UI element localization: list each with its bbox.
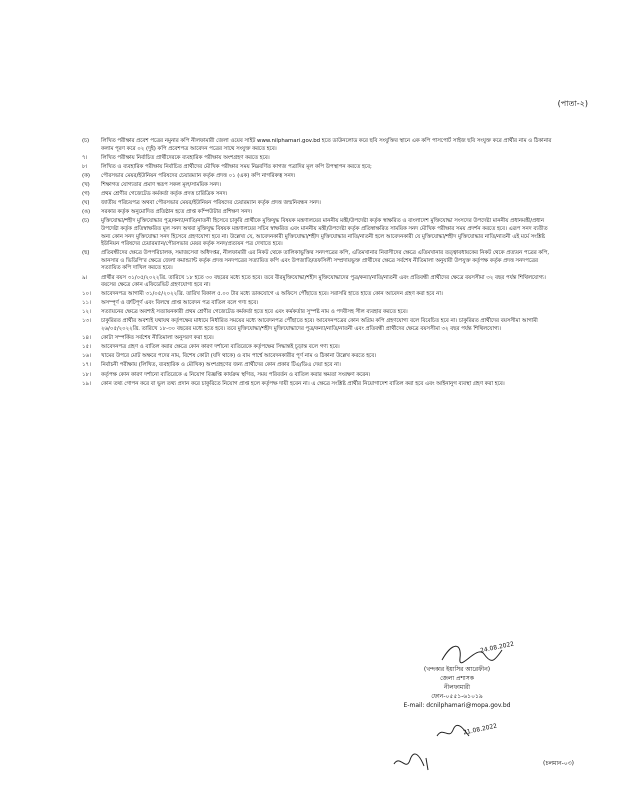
signature-block	[392, 665, 522, 710]
clause-text: আবেদনপত্র আগামী ৩১/০৫/২০২২খ্রি. তারিখ বিকাল ৫.০০ টার মধ্যে ডাকযোগে এ অফিসে পৌঁছাতে হবে। সরাসরি হাতে হাতে কোন আবেদন গ্রহণ করা হবে না।	[101, 291, 443, 298]
clause-item	[82, 353, 552, 361]
clause-number: (চ)	[82, 138, 90, 144]
clause-number: ১২।	[82, 309, 91, 316]
document-body	[82, 138, 552, 390]
clause-item	[82, 335, 552, 343]
clause-item	[82, 200, 552, 208]
clause-text: অসম্পূর্ণ ও ত্রুটিপূর্ণ এবং বিলম্বে প্রাপ্ত আবেদন পত্র বাতিল বলে গণ্য হবে।	[101, 300, 259, 307]
clause-text: প্রার্থীর বয়স ৩১/০৫/২০২২খ্রি. তারিখে ১৮ হতে ৩০ বছরের মধ্যে হতে হবে। তবে বীরমুক্তিযোদ্ধা/শহীদ মুক্তিযোদ্ধাদের পুত্র/কন্যা/নাতি/নাতনী এবং প্রতিবন্ধী প্রার্থীদের ক্ষেত্রে বয়সসীমা ৩২ বছর পর্যন্ত শিথিলযোগ্য। বয়সের ক্ষেত্রে কোন এফিডেভিট গ্রহণযোগ্য হবে না।	[101, 274, 546, 289]
signatory-place: নীলফামারী	[444, 684, 470, 691]
signatory-phone: ফোন-০৫৫১-৬১০১৯	[431, 693, 483, 700]
clause-number: ১০।	[82, 291, 91, 298]
clause-item	[82, 275, 552, 290]
clause-number: ৯।	[82, 274, 88, 281]
clause-item	[82, 209, 552, 217]
clause-text: লিখিত পরীক্ষার প্রবেশ পত্রের নমুনার কপি নীলফামারী জেলা ওয়েব সাইট www.nilphamari.gov.bd হতে ডাউনলোড করে ছবি সংযুক্তির স্থানে এক কপি পাসপোর্ট সাইজ ছবি সংযুক্ত করে প্রার্থীর নাম ও ঠিকানার কলাম পূরণ করে ০২ (দুই) কপি প্রবেশপত্র আবেদন পত্রের সাথে সংযুক্ত করতে হবে।	[101, 138, 552, 152]
clause-number: ১৩।	[82, 318, 91, 325]
clause-text: সত্যায়নের ক্ষেত্রে অবশ্যই সত্যায়নকারী প্রথম শ্রেণীর গেজেটেড কর্মকর্তা হতে হবে এবং কর্মকর্তার সুস্পষ্ট নাম ও পদবীসহ সীল ব্যবহার করতে হবে।	[101, 309, 408, 316]
continued-label: (চলমান-০৩)	[542, 760, 574, 767]
clause-number: ১১।	[82, 300, 91, 307]
clause-text: প্রতিবন্ধীদের ক্ষেত্রে উপপরিচালক, সমাজসেবা অধিদপ্তর, নীলফামারী এর নিকট থেকে তালিকাভুক্তির সনদপত্রের কপি, এতিমখানার নিবাসীদের ক্ষেত্রে এতিমখানার তত্ত্বাবধায়কের নিকট থেকে প্রত্যয়ন পত্রের কপি, আনসার ও ভিডিপি'র ক্ষেত্রে জেলা কমান্ড্যান্ট কর্তৃক প্রদত্ত সনদপত্রের সত্যায়িত কপি এবং উপজাতি/তফসিলী সম্প্রদায়ভুক্ত প্রার্থীদের ক্ষেত্রে সর্বশেষ নীতিমালা অনুযায়ী উপযুক্ত কর্তৃপক্ষ কর্তৃক প্রদত্ত সনদপত্রের সত্যায়িত কপি দাখিল করতে হবে।	[101, 250, 550, 272]
initial-date: 21.08.2022	[462, 722, 498, 737]
clause-text: আবেদনপত্র গ্রহণ ও বাতিল করার ক্ষেত্রে কোন কারণ দর্শানো ব্যতিরেকে কর্তৃপক্ষের সিদ্ধান্তই চূড়ান্ত বলে গণ্য হবে।	[101, 344, 340, 351]
clause-number: (ক)	[82, 172, 90, 179]
signature-date: 24.08.2022	[479, 640, 515, 655]
clause-item	[82, 173, 552, 181]
clause-text: কোটা সম্পর্কিত সর্বশেষ নীতিমালা অনুসরণ করা হবে।	[101, 335, 214, 342]
signatory-name: (খন্দকার ইয়াসির আরেফীন)	[423, 666, 491, 673]
clause-text: লিখিত ও ব্যবহারিক পরীক্ষায় নির্বাচিত প্রার্থীদের মৌখিক পরীক্ষার সময় নিম্নবর্ণিত কাগজ পত্রাদির মূল কপি উপস্থাপন করতে হবে;	[101, 163, 372, 170]
clause-number: (ছ)	[82, 250, 90, 257]
clause-number: (ঘ)	[82, 200, 90, 207]
clause-text: জাতীয় পরিচয়পত্র অথবা পৌরসভার মেয়র/ইউনিয়ন পরিষদের চেয়ারম্যান কর্তৃক প্রদত্ত জন্মনিবন্ধন সনদ।	[101, 200, 321, 207]
clause-number: (খ)	[82, 181, 90, 188]
clause-item	[82, 164, 552, 172]
clause-number: ১৭।	[82, 362, 91, 369]
clause-number: ১৬।	[82, 353, 91, 360]
clause-number: ৭।	[82, 154, 88, 161]
clause-number: ১৮।	[82, 371, 91, 378]
initial-scrawl	[390, 752, 442, 774]
clause-item	[82, 191, 552, 199]
clause-item	[82, 291, 552, 299]
clause-item	[82, 300, 552, 308]
clause-item	[82, 218, 552, 248]
clause-item	[82, 381, 552, 389]
clause-text: কর্তৃপক্ষ কোন কারণ দর্শানো ব্যতিরেকে এ নিয়োগ বিজ্ঞপ্তি কার্যক্রম স্থগিত, সময় পরিবর্তন ও বাতিল করার ক্ষমতা সংরক্ষণ করেন।	[101, 371, 371, 378]
clause-text: লিখিত পরীক্ষায় নির্বাচিত প্রার্থীদেরকে ব্যবহারিক পরীক্ষায় অংশগ্রহণ করতে হবে।	[101, 154, 270, 161]
clause-number: ১৪।	[82, 335, 91, 342]
clause-item	[82, 372, 552, 380]
clause-number: (ঙ)	[82, 209, 91, 216]
clause-number: (গ)	[82, 191, 90, 198]
clause-text: কোন তথ্য গোপন করে বা ভুল তথ্য প্রদান করে চাকুরিতে নিয়োগ প্রাপ্ত হলে কর্তৃপক্ষ দায়ী হবেন না। এ ক্ষেত্রে সংশ্লিষ্ট প্রার্থীর নিয়োগাদেশ বাতিল করা হবে এবং আইনানুগ ব্যবস্থা গ্রহণ করা হবে।	[101, 380, 505, 387]
clause-text: সরকার কর্তৃক অনুমোদিত প্রতিষ্ঠান হতে প্রাপ্ত কম্পিউটার প্রশিক্ষণ সনদ।	[101, 209, 253, 216]
clause-item	[82, 250, 552, 273]
clause-item	[82, 138, 552, 153]
clause-number: (চ)	[82, 218, 90, 225]
signatory-title: জেলা প্রশাসক	[440, 675, 474, 682]
clause-item	[82, 309, 552, 317]
clause-item	[82, 344, 552, 352]
initial-mark	[435, 724, 475, 742]
clause-text: পৌরসভার মেয়র/ইউনিয়ন পরিষদের চেয়ারম্যান কর্তৃক প্রদত্ত ০১ (এক) কপি নাগরিকত্ব সনদ।	[101, 172, 296, 179]
clause-text: খামের উপরে মোট অক্ষরে পদের নাম, বিশেষ কোটা (যদি থাকে) ও বাম পার্শ্বে আবেদনকারীর পূর্ণ নাম ও ঠিকানা উল্লেখ করতে হবে।	[101, 353, 377, 360]
clause-item	[82, 182, 552, 190]
clause-text: শিক্ষাগত যোগ্যতার প্রমাণ স্বরূপ সকল মূল/সাময়িক সনদ।	[101, 181, 222, 188]
clause-text: চাকুরিরত প্রার্থীর অবশ্যই যথাযথ কর্তৃপক্ষের মাধ্যমে নির্ধারিত সময়ের মধ্যে আবেদনপত্র পৌঁছাতে হবে। আবেদনপত্রের কোন অগ্রিম কপি গ্রহণযোগ্য বলে বিবেচিত হবে না। চাকুরিরত প্রার্থীদের বয়সসীমা আগামী ২৬/০৫/২০২২খ্রি. তারিখে ১৮-৩০ বছরের মধ্যে হতে হবে। তবে মুক্তিযোদ্ধা/শহীদ মুক্তিযোদ্ধাদের পুত্র/কন্যা/নাতি/নাতনী এবং প্রতিবন্ধী প্রার্থীদের ক্ষেত্রে বয়সসীমা ৩২ বছর পর্যন্ত শিথিলযোগ্য।	[101, 318, 538, 333]
clause-item	[82, 362, 552, 370]
page-label: (পাতা-২)	[557, 99, 588, 108]
clause-number: ৮।	[82, 163, 88, 170]
clause-number: ১৯।	[82, 380, 91, 387]
clause-item	[82, 155, 552, 163]
clause-item	[82, 318, 552, 333]
clause-text: নির্বাচনী পরীক্ষায় (লিখিত, ব্যবহারিক ও মৌখিক) অংশগ্রহণের জন্য প্রার্থীদের কোন প্রকার টিএ/ডিএ দেয়া হবে না।	[101, 362, 341, 369]
clause-text: প্রথম শ্রেণীর গেজেটেড কর্মকর্তা কর্তৃক প্রদত্ত চারিত্রিক সনদ।	[101, 191, 228, 198]
clause-number: ১৫।	[82, 344, 91, 351]
signatory-email: E-mail: dcnilphamari@mopa.gov.bd	[403, 702, 511, 709]
clause-text: মুক্তিযোদ্ধা/শহীদ মুক্তিযোদ্ধার পুত্র/কন্যা/নাতি/নাতনী হিসেবে চাকুরি প্রার্থীকে মুক্তিযুদ্ধ বিষয়ক মন্ত্রণালয়ের মাননীয় মন্ত্রী/উপদেষ্টা কর্তৃক স্বাক্ষরিত ও বাংলাদেশ মুক্তিযোদ্ধা সংসদের উপদেষ্টা মাননীয় প্রধানমন্ত্রী/প্রধান উপদেষ্টা কর্তৃক প্রতিস্বাক্ষরিত মূল সনদ অথবা মুক্তিযুদ্ধ বিষয়ক মন্ত্রণালয়ের সচিব স্বাক্ষরিত এবং মাননীয় মন্ত্রী/উপদেষ্টা কর্তৃক প্রতিস্বাক্ষরিত সাময়িক সনদ মৌখিক পরীক্ষার সময় প্রদর্শন করতে হবে। এরূপ সনদ ব্যতীত অন্য কোন সনদ মুক্তিযোদ্ধা সনদ হিসেবে গ্রহণযোগ্য হবে না। উল্লেখ্য যে, আবেদনকারী মুক্তিযোদ্ধা/শহীদ মুক্তিযোদ্ধার নাতি/নাতনী হলে আবেদনকারী যে মুক্তিযোদ্ধা/শহীদ মুক্তিযোদ্ধার নাতি/নাতনী এই মর্মে সংশ্লিষ্ট ইউনিয়ন পরিষদের চেয়ারম্যান/পৌরসভার মেয়র কর্তৃক সনদ/প্রত্যয়ন পত্র দেখাতে হবে।	[101, 218, 548, 248]
